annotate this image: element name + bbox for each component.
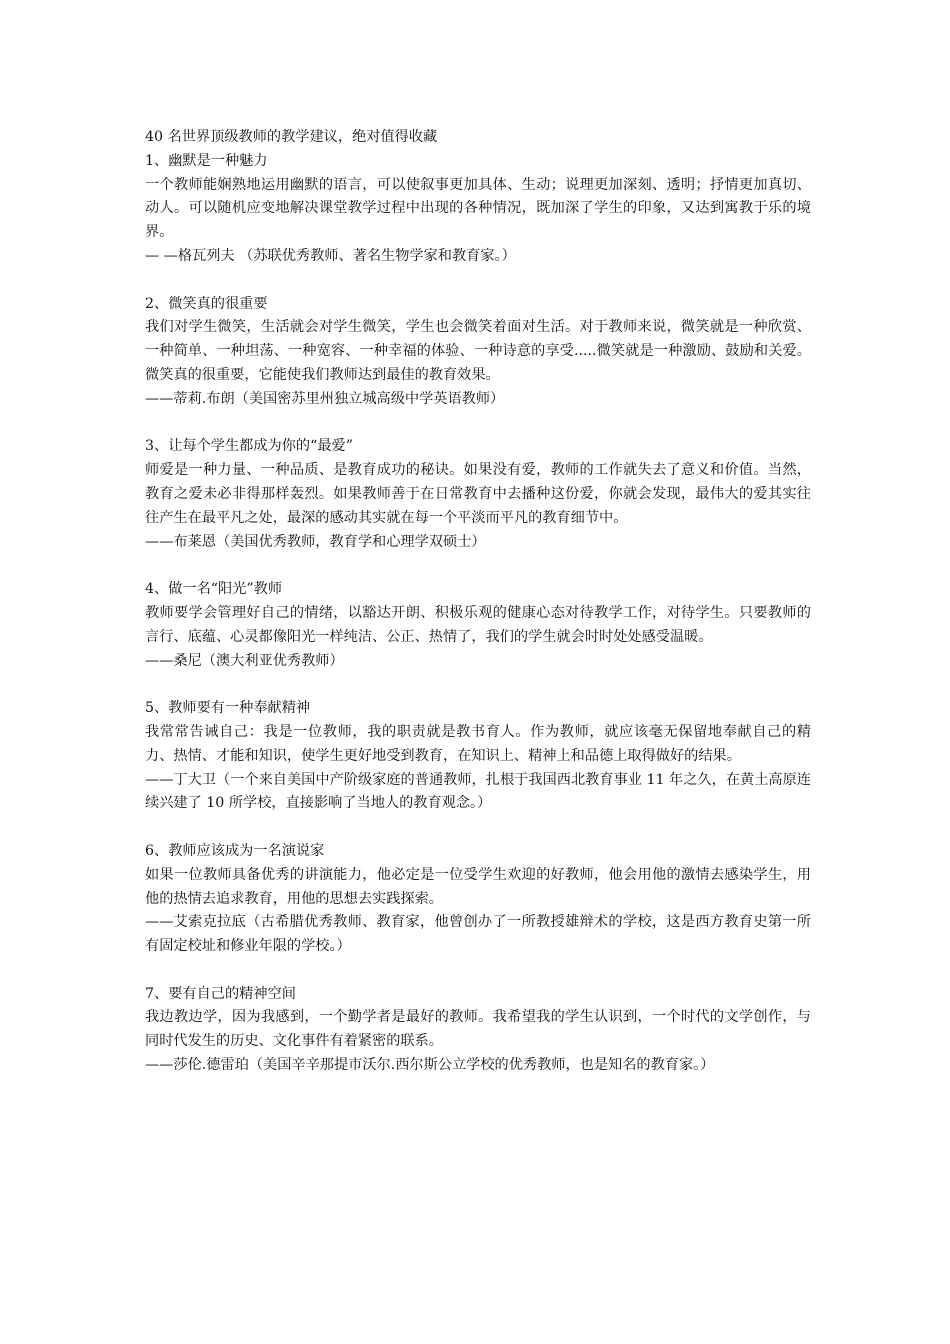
section-body: 我边教边学，因为我感到，一个勤学者是最好的教师。我希望我的学生认识到，一个时代的文学创作，与同时代发生的历史、文化事件有着紧密的联系。 [145, 1009, 811, 1050]
section-author: ——丁大卫（一个来自美国中产阶级家庭的普通教师，扎根于我国西北教育事业 11 年之久，在黄土高原连续兴建了 10 所学校，直接影响了当地人的教育观念。） [145, 771, 811, 812]
section-6 [145, 840, 811, 959]
section-author: ——莎伦.德雷珀（美国辛辛那提市沃尔.西尔斯公立学校的优秀教师，也是知名的教育家。） [145, 1057, 715, 1074]
section-heading: 2、微笑真的很重要 [145, 295, 268, 312]
section-author: ——艾索克拉底（古希腊优秀教师、教育家，他曾创办了一所教授雄辩术的学校，这是西方教育史第一所有固定校址和修业年限的学校。） [145, 914, 811, 955]
section-5 [145, 697, 811, 816]
section-4 [145, 578, 811, 673]
section-heading: 5、教师要有一种奉献精神 [145, 700, 311, 717]
section-3 [145, 435, 811, 554]
section-2 [145, 293, 811, 412]
section-body: 师爱是一种力量、一种品质、是教育成功的秘诀。如果没有爱，教师的工作就失去了意义和价值。当然，教育之爱未必非得那样轰烈。如果教师善于在日常教育中去播种这份爱，你就会发现，最伟大的爱其实往往产生在最平凡之处，最深的感动其实就在每一个平淡而平凡的教育细节中。 [145, 462, 811, 526]
document-page [145, 126, 811, 1078]
section-body: 教师要学会管理好自己的情绪，以豁达开朗、积极乐观的健康心态对待教学工作，对待学生。只要教师的言行、底蕴、心灵都像阳光一样纯洁、公正、热情了，我们的学生就会时时处处感受温暖。 [145, 604, 811, 645]
section-body: 一个教师能娴熟地运用幽默的语言，可以使叙事更加具体、生动；说理更加深刻、透明；抒情更加真切、动人。可以随机应变地解决课堂教学过程中出现的各种情况，既加深了学生的印象，又达到寓教于乐的境界。 [145, 176, 811, 241]
section-author: ——桑尼（澳大利亚优秀教师） [145, 652, 344, 669]
section-heading: 3、让每个学生都成为你的“最爱” [145, 438, 353, 455]
section-heading: 6、教师应该成为一名演说家 [145, 842, 325, 859]
section-1 [145, 150, 811, 269]
section-heading: 4、做一名“阳光”教师 [145, 581, 283, 598]
section-7 [145, 983, 811, 1078]
section-author: — —格瓦列夫 （苏联优秀教师、著名生物学家和教育家。） [145, 247, 516, 264]
section-body: 我们对学生微笑，生活就会对学生微笑，学生也会微笑着面对生活。对于教师来说，微笑就是一种欣赏、一种简单、一种坦荡、一种宽容、一种幸福的体验、一种诗意的享受.....微笑就是一种激励、鼓励和关爱。微笑真的很重要，它能使我们教师达到最佳的教育效果。 [145, 319, 811, 383]
section-author: ——布莱恩（美国优秀教师，教育学和心理学双硕士） [145, 533, 486, 550]
section-heading: 1、幽默是一种魅力 [145, 152, 268, 169]
document-title: 40 名世界顶级教师的教学建议，绝对值得收藏 [145, 129, 438, 145]
section-heading: 7、要有自己的精神空间 [145, 985, 296, 1002]
section-body: 我常常告诫自己：我是一位教师，我的职责就是教书育人。作为教师，就应该毫无保留地奉献自己的精力、热情、才能和知识，使学生更好地受到教育，在知识上、精神上和品德上取得做好的结果。 [145, 723, 811, 764]
section-body: 如果一位教师具备优秀的讲演能力，他必定是一位受学生欢迎的好教师，他会用他的激情去感染学生，用他的热情去追求教育，用他的思想去实践探索。 [145, 866, 811, 907]
section-author: ——蒂莉.布朗（美国密苏里州独立城高级中学英语教师） [145, 390, 505, 407]
